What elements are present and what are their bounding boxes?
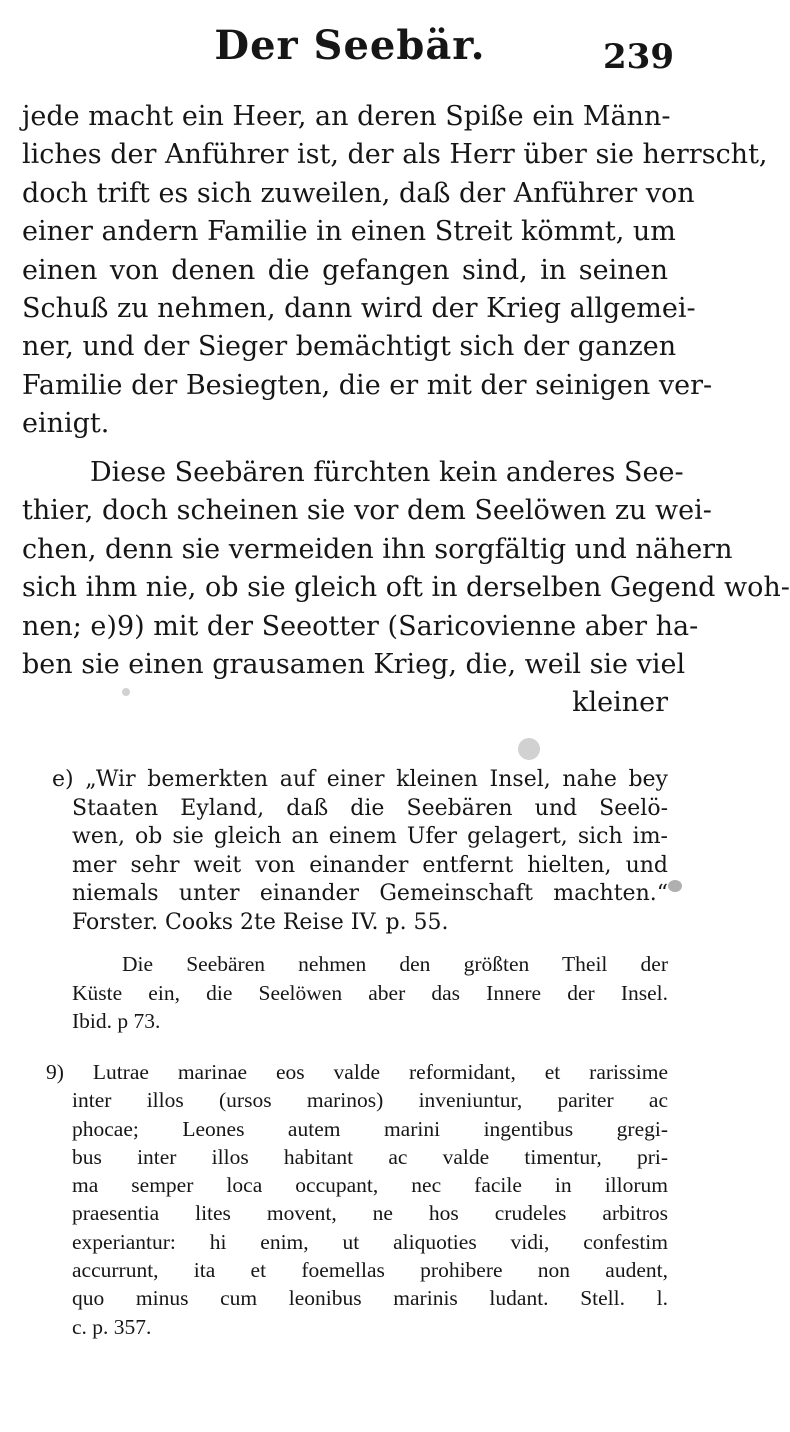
footnote-line: ma semper loca occupant, nec facile in illorum <box>72 1173 668 1198</box>
paper-stain <box>668 880 682 892</box>
text-line: Diese Seebären fürchten kein anderes See- <box>90 457 684 488</box>
footnote-line: 9) Lutrae marinae eos valde reformidant, et rarissime <box>46 1060 668 1084</box>
text-line: ben sie einen grausamen Krieg, die, weil sie viel <box>22 649 686 681</box>
text-line: einen von denen die gefangen sind, in seinen <box>22 254 668 286</box>
text-line: Familie der Besiegten, die er mit der seinigen ver- <box>22 369 713 401</box>
footnote-9 <box>22 1058 668 1341</box>
text-line: thier, doch scheinen sie vor dem Seelöwen zu wei- <box>22 495 712 527</box>
text-line: einigt. <box>22 408 110 440</box>
footnote-line: wen, ob sie gleich an einem Ufer gelagert, sich im- <box>72 824 668 849</box>
running-title: Der Seebär. <box>214 22 486 69</box>
text-line: ner, und der Sieger bemächtigt sich der ganzen <box>22 331 677 363</box>
catchword: kleiner <box>572 687 668 719</box>
paper-stain <box>518 738 540 760</box>
footnote-line: niemals unter einander Gemeinschaft machten.“ <box>72 881 668 906</box>
text-line: chen, denn sie vermeiden ihn sorgfältig und nähern <box>22 533 733 565</box>
footnote-line: Küste ein, die Seelöwen aber das Innere der Insel. <box>72 980 668 1005</box>
footnote-e <box>22 766 668 937</box>
footnote-line: bus inter illos habitant ac valde timentur, pri- <box>72 1144 668 1169</box>
footnote-line: Ibid. p 73. <box>72 1009 161 1033</box>
footnote-line: e) „Wir bemerkten auf einer kleinen Insel, nahe bey <box>52 767 668 792</box>
footnote-line: experiantur: hi enim, ut aliquoties vidi, confestim <box>72 1229 668 1254</box>
text-line: Schuß zu nehmen, dann wird der Krieg allgemei- <box>22 293 696 325</box>
text-line: jede macht ein Heer, an deren Spiße ein Männ- <box>22 101 671 132</box>
footnote-line: mer sehr weit von einander entfernt hielten, und <box>72 852 668 878</box>
text-line: nen; e)9) mit der Seeotter (Saricovienne aber ha- <box>22 610 699 642</box>
footnote-line: praesentia lites movent, ne hos crudeles arbitros <box>72 1201 668 1226</box>
text-line: liches der Anführer ist, der als Herr über sie herrscht, <box>22 139 768 171</box>
paragraph-2 <box>22 454 790 723</box>
text-line: sich ihm nie, ob sie gleich oft in derselben Gegend woh- <box>22 572 790 604</box>
footnote-line: accurrunt, ita et foemellas prohibere non audent, <box>72 1258 668 1283</box>
footnote-line: Die Seebären nehmen den größten Theil der <box>122 952 668 976</box>
footnote-line: c. p. 357. <box>72 1314 152 1339</box>
footnote-line: Staaten Eyland, daß die Seebären und Seelö- <box>72 795 668 821</box>
footnote-line: inter illos (ursos marinos) inveniuntur, pariter ac <box>72 1088 668 1113</box>
page-number: 239 <box>603 37 674 77</box>
paper-stain <box>122 688 130 696</box>
footnote-e-continued <box>22 950 668 1036</box>
footnote-line: Forster. Cooks 2te Reise IV. p. 55. <box>72 909 449 935</box>
text-line: einer andern Familie in einen Streit kömmt, um <box>22 216 676 248</box>
footnote-line: quo minus cum leonibus marinis ludant. Stell. l. <box>72 1286 668 1311</box>
text-line: doch trift es sich zuweilen, daß der Anführer von <box>22 177 695 209</box>
footnote-line: phocae; Leones autem marini ingentibus gregi- <box>72 1116 668 1141</box>
paragraph-1 <box>22 98 768 444</box>
